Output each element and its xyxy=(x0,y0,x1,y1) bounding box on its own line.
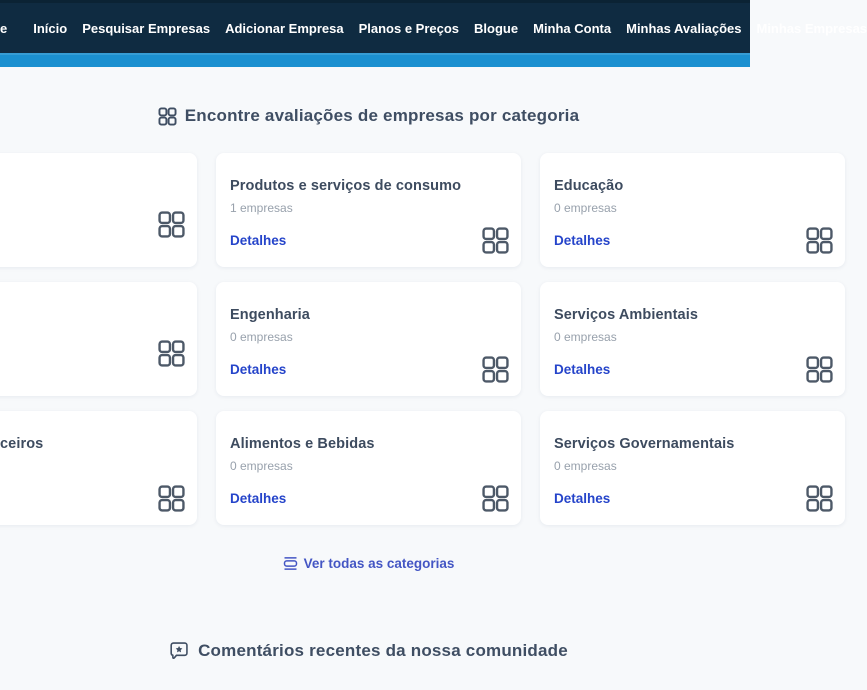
company-count xyxy=(0,314,185,328)
category-card[interactable] xyxy=(216,411,521,525)
category-name: ceiros xyxy=(0,436,44,452)
category-name: Serviços Governamentais xyxy=(554,436,735,452)
category-name: Serviços Ambientais xyxy=(554,307,699,323)
company-count: 0 empresas xyxy=(230,330,293,344)
top-navigation xyxy=(0,0,867,53)
details-link[interactable]: Detalhes xyxy=(230,233,287,248)
grid-icon xyxy=(806,227,833,254)
grid-icon xyxy=(806,485,833,512)
comment-star-icon xyxy=(169,640,190,661)
category-card[interactable] xyxy=(540,153,845,267)
view-all-label: Ver todas as categorias xyxy=(303,556,455,571)
grid-icon xyxy=(158,340,185,367)
nav-item-minhas-avaliacoes[interactable]: Minhas Avaliações xyxy=(626,20,742,36)
nav-item-adicionar-empresa[interactable]: Adicionar Empresa xyxy=(225,20,344,36)
nav-item-planos-e-precos[interactable]: Planos e Preços xyxy=(358,20,460,36)
company-count xyxy=(0,459,185,473)
details-link[interactable]: Detalhes xyxy=(230,491,287,506)
company-count xyxy=(0,185,185,199)
comments-heading-row xyxy=(0,640,845,661)
category-card[interactable] xyxy=(540,282,845,396)
categories-heading: Encontre avaliações de empresas por categoria xyxy=(184,106,580,125)
nav-item-inicio[interactable]: Início xyxy=(33,20,68,36)
grid-icon xyxy=(482,227,509,254)
grid-icon xyxy=(158,211,185,238)
category-name: Alimentos e Bebidas xyxy=(230,436,375,452)
category-card[interactable] xyxy=(216,153,521,267)
details-link[interactable]: Detalhes xyxy=(230,362,287,377)
category-card-grid xyxy=(0,153,845,525)
details-link[interactable]: Detalhes xyxy=(554,233,611,248)
grid-icon xyxy=(158,107,177,126)
nav-item-minha-conta[interactable]: Minha Conta xyxy=(533,20,612,36)
company-count: 1 empresas xyxy=(230,201,293,215)
category-card[interactable] xyxy=(216,282,521,396)
main-content xyxy=(0,67,845,661)
grid-icon xyxy=(482,485,509,512)
category-card[interactable] xyxy=(0,411,197,525)
category-card[interactable] xyxy=(540,411,845,525)
categories-heading-row xyxy=(0,106,845,126)
nav-item-blogue[interactable]: Blogue xyxy=(474,20,519,36)
grid-icon xyxy=(806,356,833,383)
grid-icon xyxy=(158,485,185,512)
grid-icon xyxy=(482,356,509,383)
category-name: Engenharia xyxy=(230,307,310,323)
category-name: Educação xyxy=(554,178,624,194)
accent-strip xyxy=(0,53,750,67)
company-count: 0 empresas xyxy=(554,330,617,344)
company-count: 0 empresas xyxy=(554,459,617,473)
company-count: 0 empresas xyxy=(230,459,293,473)
category-card[interactable] xyxy=(0,282,197,396)
category-name: Produtos e serviços de consumo xyxy=(230,178,462,194)
comments-heading: Comentários recentes da nossa comunidade xyxy=(198,640,568,660)
stack-icon xyxy=(283,556,298,571)
nav-item-minhas-empresas[interactable]: Minhas Empresas xyxy=(756,20,867,36)
details-link[interactable]: Detalhes xyxy=(554,362,611,377)
brand-logo-fragment[interactable]: e xyxy=(0,20,8,36)
nav-item-pesquisar-empresas[interactable]: Pesquisar Empresas xyxy=(82,20,211,36)
details-link[interactable]: Detalhes xyxy=(554,491,611,506)
view-all-categories-link[interactable] xyxy=(0,556,845,571)
company-count: 0 empresas xyxy=(554,201,617,215)
category-card[interactable] xyxy=(0,153,197,267)
